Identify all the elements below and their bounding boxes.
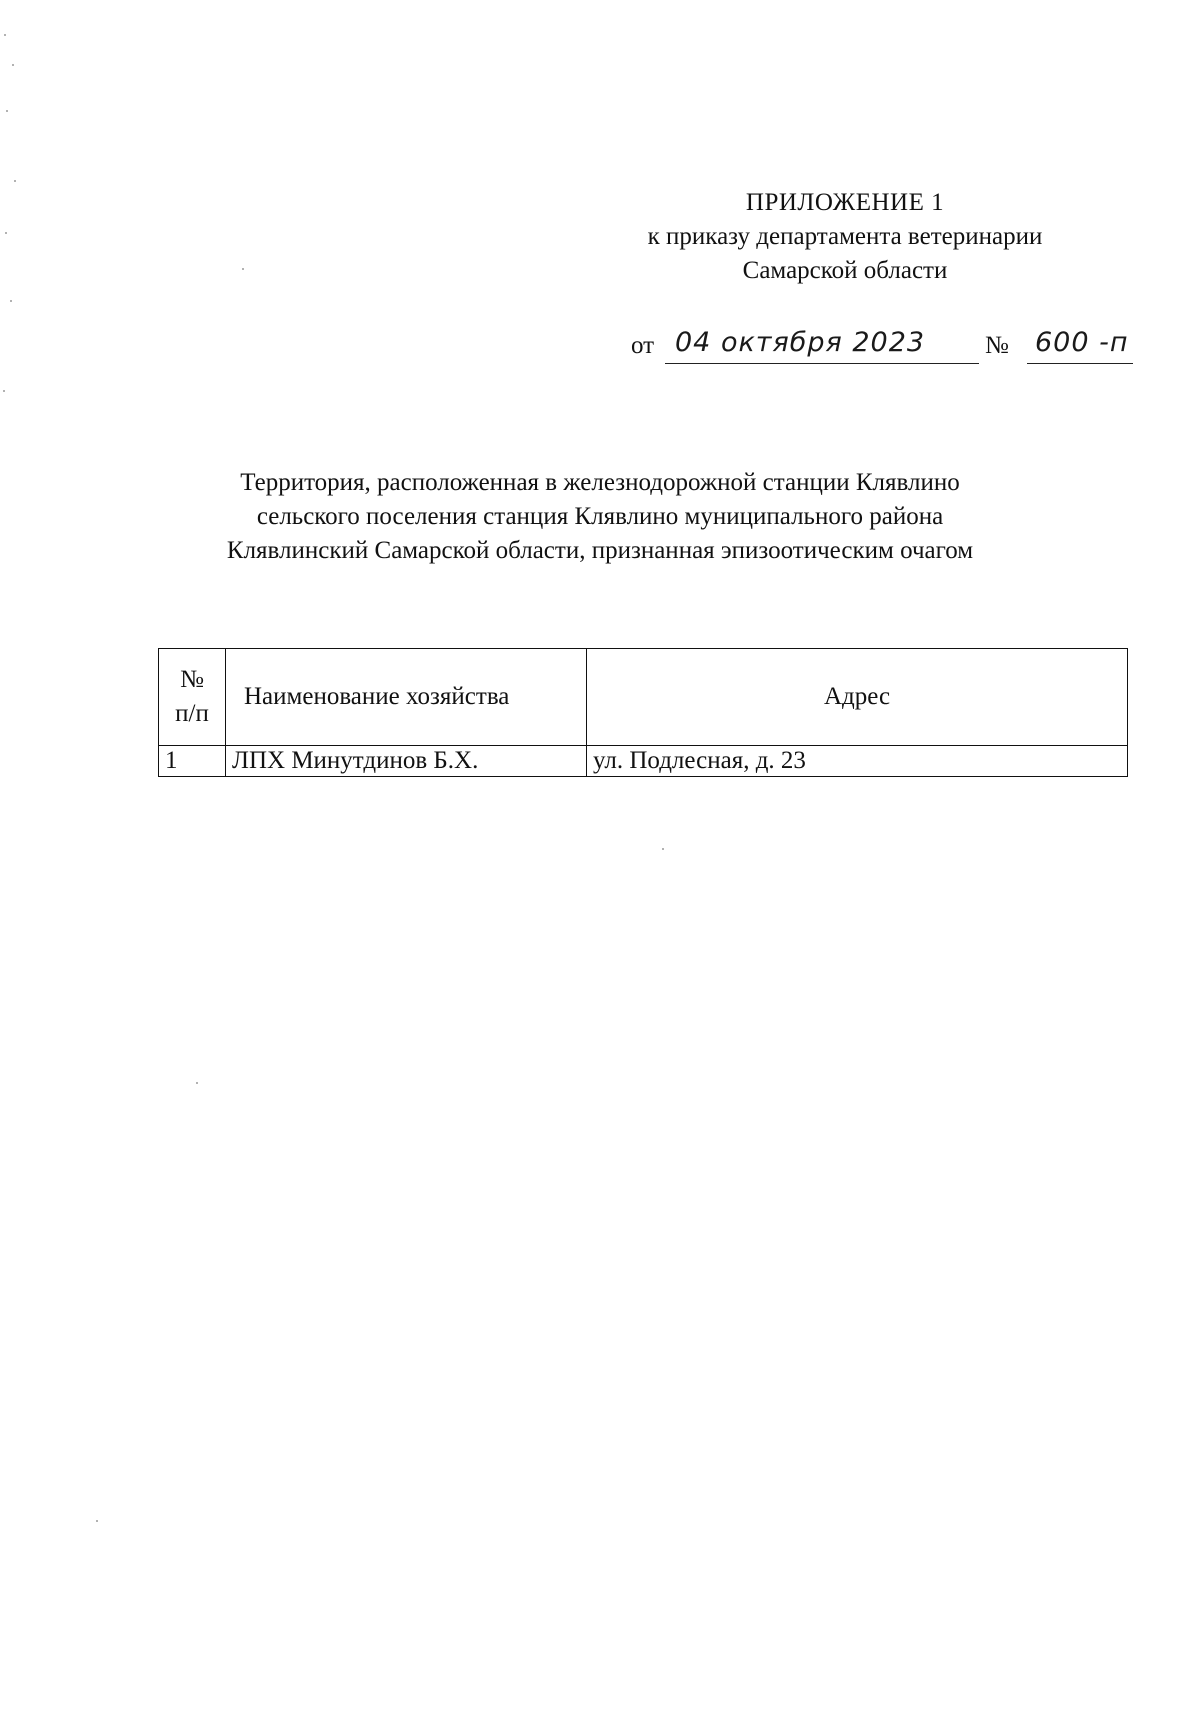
households-table [158, 648, 1128, 777]
appendix-block [560, 186, 1130, 288]
heading-line-3: Клявлинский Самарской области, признанная эпизоотическим очагом [226, 537, 974, 564]
scan-speck [4, 34, 6, 36]
scan-speck [662, 848, 664, 850]
row-household-name: ЛПХ Минутдинов Б.Х. [226, 746, 587, 777]
table-header-row [159, 649, 1128, 746]
scan-speck [3, 390, 5, 392]
scan-speck [14, 180, 16, 182]
appendix-line-2: Самарской области [742, 257, 948, 284]
scan-speck [6, 110, 8, 112]
scan-speck [96, 1520, 98, 1522]
order-number-label: № [985, 332, 1009, 359]
scan-speck [242, 268, 244, 270]
table-row [159, 746, 1128, 777]
column-header-number [159, 649, 226, 746]
order-date-handwritten: 04 октября 2023 [675, 327, 926, 358]
heading-line-2: сельского поселения станция Клявлино муниципального района [256, 503, 944, 530]
order-number-handwritten: 600 -п [1035, 327, 1129, 358]
number-sign: № [180, 666, 204, 693]
document-heading [130, 466, 1070, 568]
scan-speck [196, 1082, 198, 1084]
column-header-name: Наименование хозяйства [226, 649, 587, 746]
appendix-title: ПРИЛОЖЕНИЕ 1 [745, 189, 945, 216]
scan-speck [10, 300, 12, 302]
order-reference [631, 328, 1141, 368]
row-address: ул. Подлесная, д. 23 [587, 746, 1128, 777]
order-date-underline [665, 363, 979, 364]
heading-line-1: Территория, расположенная в железнодорожной станции Клявлино [240, 469, 960, 496]
number-sub-label: п/п [175, 700, 209, 727]
scan-speck [12, 64, 14, 66]
column-header-address: Адрес [587, 649, 1128, 746]
appendix-line-1: к приказу департамента ветеринарии [647, 223, 1043, 250]
scan-speck [5, 232, 7, 234]
order-number-underline [1027, 363, 1133, 364]
order-from-label: от [631, 332, 655, 359]
row-number: 1 [159, 746, 226, 777]
